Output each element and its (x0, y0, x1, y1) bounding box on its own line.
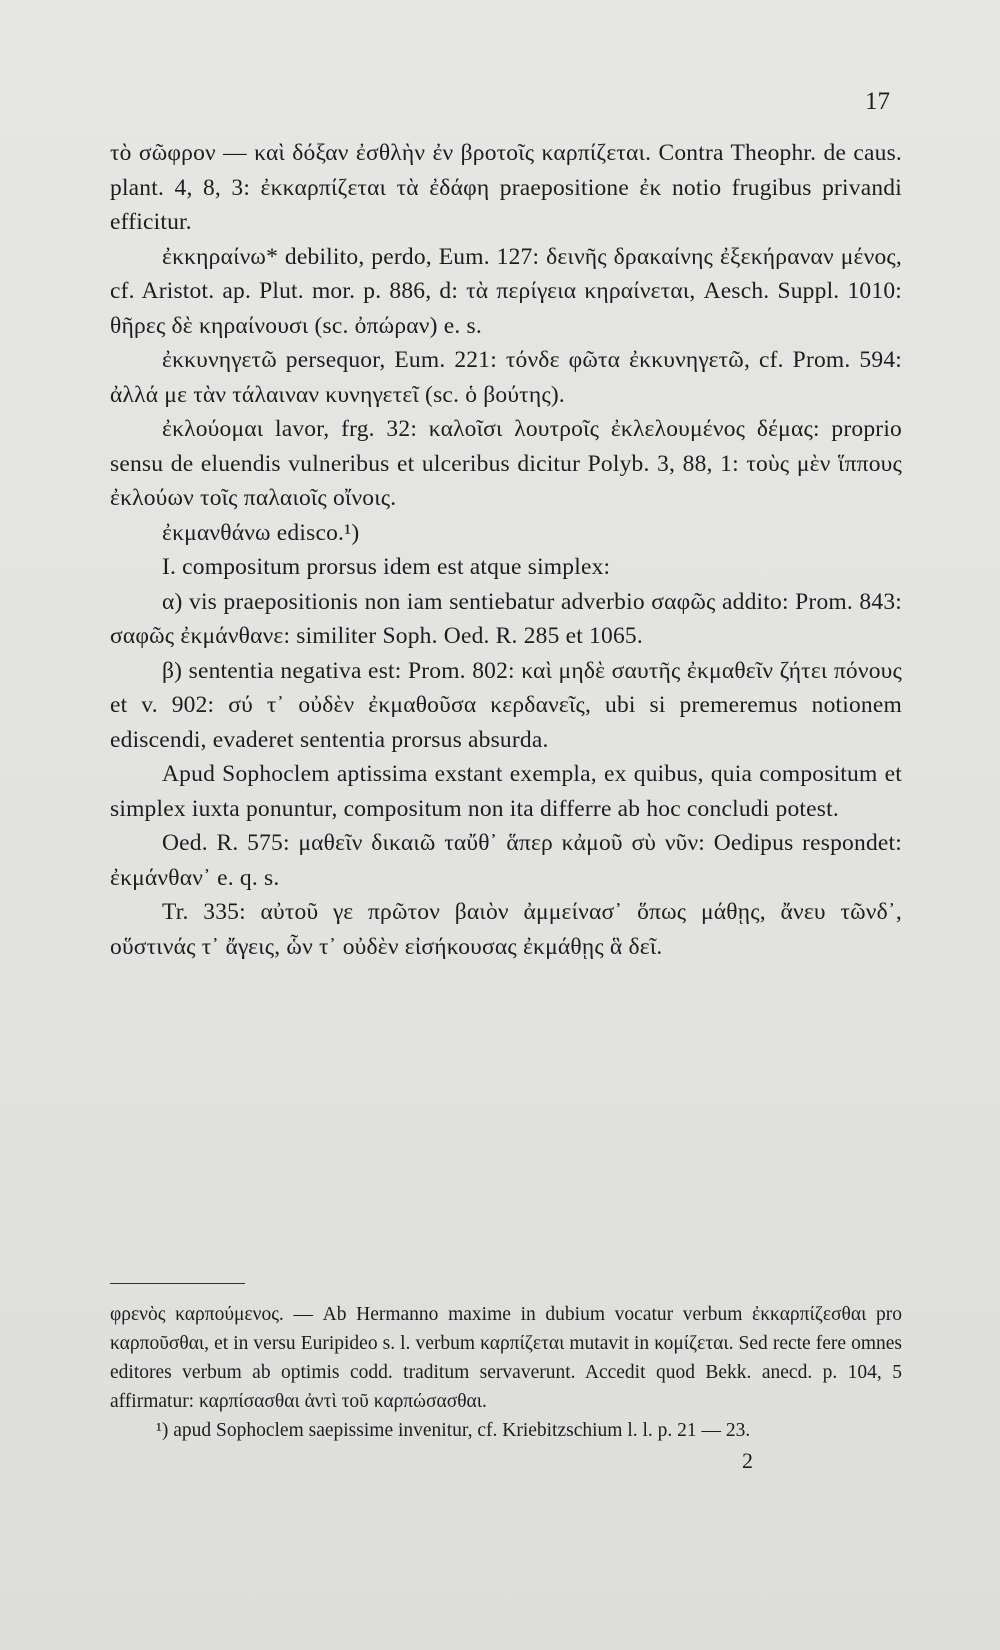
footnote-continued: φρενὸς καρπούμενος. — Ab Hermanno maxime in dubium vocatur verbum ἐκκαρπίζεσθαι pro καρποῦσθαι, et in versu Euripideo s. l. verbum καρπίζεται mutavit in κομίζεται. Sed recte fere omnes editores verbum ab optimis codd. traditum servaverunt. Accedit quod Bekk. anecd. p. 104, 5 affirmatur: καρπίσασθαι ἀντὶ τοῦ καρπώσασθαι. (110, 1304, 902, 1412)
example-oed-r: Oed. R. 575: μαθεῖν δικαιῶ ταὔθ᾽ ἅπερ κἀμοῦ σὺ νῦν: Oedipus respondet: ἐκμάνθαν᾽ e. q. s. (110, 830, 902, 891)
point-alpha: α) vis praepositionis non iam sentiebatur adverbio σαφῶς addito: Prom. 843: σαφῶς ἐκμάνθανε: similiter Soph. Oed. R. 285 et 1065. (110, 588, 902, 649)
entry-eklouomai: ἐκλούομαι lavor, frg. 32: καλοῖσι λουτροῖς ἐκλελουμένος δέμας: proprio sensu de eluendis vulneribus et ulceribus dicitur Polyb. 3, 88, 1: τοὺς μὲν ἵππους ἐκλούων τοῖς παλαιοῖς οἴνοις. (110, 416, 902, 511)
section-heading-I: I. compositum prorsus idem est atque simplex: (162, 554, 611, 580)
paragraph-karpizetai: τὸ σῶφρον — καὶ δόξαν ἐσθλὴν ἐν βροτοῖς καρπίζεται. Contra Theophr. de caus. plant. 4, 8, 3: ἐκκαρπίζεται τὰ ἐδάφη praepositione ἐκ notio frugibus privandi efficitur. (110, 140, 902, 235)
footnotes (110, 1300, 902, 1445)
footnote-1: ¹) apud Sophoclem saepissime invenitur, cf. Kriebitzschium l. l. p. 21 — 23. (156, 1420, 751, 1441)
entry-ekmanthanō: ἐκμανθάνω edisco.¹) (162, 519, 360, 546)
point-beta: β) sententia negativa est: Prom. 802: καὶ μηδὲ σαυτῆς ἐκμαθεῖν ζήτει πόνους et v. 902: σύ τ᾽ οὐδὲν ἐκμαθοῦσα κερδανεῖς, ubi si premeremus notionem ediscendi, evaderet sententia prorsus absurda. (110, 657, 902, 753)
page-number: 17 (865, 88, 890, 115)
entry-ekkynēgetō: ἐκκυνηγετῶ persequor, Eum. 221: τόνδε φῶτα ἐκκυνηγετῶ, cf. Prom. 594: ἀλλά με τὰν τάλαιναν κυνηγετεῖ (sc. ὁ βούτης). (110, 347, 902, 408)
footnote-rule (110, 1283, 245, 1284)
example-tr: Tr. 335: αὐτοῦ γε πρῶτον βαιὸν ἀμμείνασ᾽ ὅπως μάθῃς, ἄνευ τῶνδ᾽, οὕστινάς τ᾽ ἄγεις, ὧν τ᾽ οὐδὲν εἰσήκουσας ἐκμάθῃς ἃ δεῖ. (110, 899, 902, 960)
main-text (110, 136, 902, 964)
paragraph-sophocles: Apud Sophoclem aptissima exstant exempla, ex quibus, quia compositum et simplex iuxta ponuntur, compositum non ita differre ab hoc concludi potest. (110, 761, 902, 822)
entry-ekkerainō: ἐκκηραίνω* debilito, perdo, Eum. 127: δεινῆς δρακαίνης ἐξεκήραναν μένος, cf. Aristot. ap. Plut. mor. p. 886, d: τὰ περίγεια κηραίνεται, Aesch. Suppl. 1010: θῆρες δὲ κηραίνουσι (sc. ὀπώραν) e. s. (110, 243, 902, 339)
signature-mark: 2 (742, 1448, 753, 1473)
